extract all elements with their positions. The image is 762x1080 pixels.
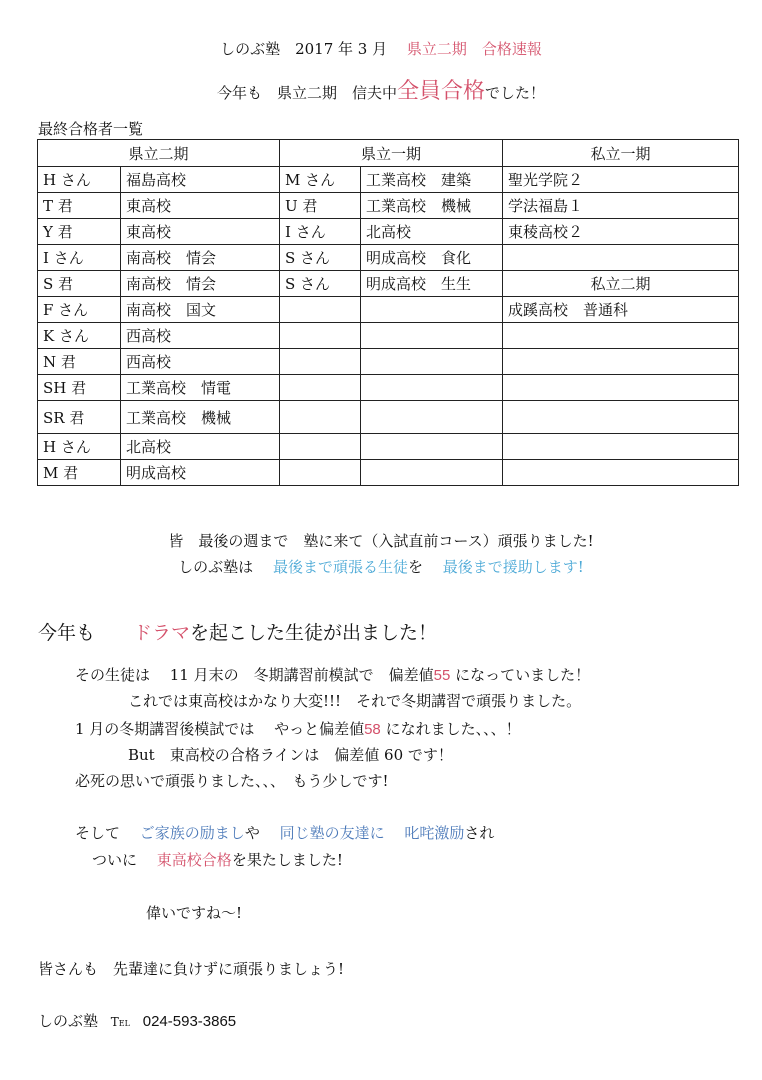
empty-cell	[503, 323, 739, 349]
table-row	[38, 193, 739, 219]
story-text: 1 月の冬期講習後模試では やっと偏差値	[75, 720, 365, 738]
school-cell: 工業高校 機械	[361, 193, 503, 219]
story-text: を果たしました!	[231, 851, 343, 869]
message-highlight-support: 最後まで援助します!	[442, 558, 584, 576]
name-cell: SH 君	[38, 375, 121, 401]
phone-number: 024-593-3865	[142, 1013, 237, 1030]
name-cell: F さん	[38, 297, 121, 323]
private-school-cell: 東稜高校２	[503, 219, 739, 245]
name-cell: S 君	[38, 271, 121, 297]
school-cell: 明成高校	[121, 460, 280, 486]
table-row	[38, 297, 739, 323]
empty-cell	[361, 460, 503, 486]
story-line-3	[75, 718, 521, 739]
empty-cell	[361, 323, 503, 349]
table-row	[38, 401, 739, 434]
empty-cell	[503, 245, 739, 271]
subtitle	[0, 74, 762, 105]
empty-cell	[280, 460, 361, 486]
name-cell: S さん	[280, 245, 361, 271]
list-title: 最終合格者一覧	[38, 120, 144, 138]
empty-cell	[361, 434, 503, 460]
empty-cell	[361, 297, 503, 323]
drama-heading	[38, 618, 437, 645]
drama-highlight: ドラマ	[133, 622, 191, 644]
story-text: になれました、、、！	[385, 720, 521, 738]
school-cell: 南高校 情会	[121, 245, 280, 271]
empty-cell	[361, 375, 503, 401]
empty-cell	[280, 349, 361, 375]
school-cell: 工業高校 情電	[121, 375, 280, 401]
empty-cell	[280, 434, 361, 460]
story-line-6	[75, 822, 494, 843]
table-header-row	[38, 140, 739, 167]
story-line-7	[92, 849, 343, 870]
score-58: 58	[364, 721, 381, 738]
story-text: や	[244, 824, 260, 842]
table-row	[38, 349, 739, 375]
results-table	[37, 139, 739, 486]
table-row	[38, 271, 739, 297]
school-cell: 北高校	[361, 219, 503, 245]
school-cell: 明成高校 食化	[361, 245, 503, 271]
header-private-1: 私立一期	[503, 140, 739, 167]
message-line-2	[0, 556, 762, 577]
header-prefectural-1: 県立一期	[280, 140, 503, 167]
score-55: 55	[433, 667, 451, 684]
empty-cell	[503, 401, 739, 434]
story-line-2: これでは東高校はかなり大変!!! それで冬期講習で頑張りました。	[128, 692, 582, 710]
title-highlight: 県立二期 合格速報	[406, 40, 542, 58]
drama-prefix: 今年も	[38, 622, 96, 644]
empty-cell	[280, 297, 361, 323]
story-line-8: 偉いですね～!	[146, 904, 243, 922]
header-private-2: 私立二期	[503, 271, 739, 297]
highlight-friends: 同じ塾の友達に	[279, 824, 385, 842]
story-line-4: But 東高校の合格ラインは 偏差値 60 です！	[128, 746, 453, 764]
highlight-family: ご家族の励まし	[139, 824, 245, 842]
closing-line: 皆さんも 先輩達に負けずに頑張りましょう!	[38, 960, 345, 978]
name-cell: K さん	[38, 323, 121, 349]
name-cell: M 君	[38, 460, 121, 486]
table-row	[38, 323, 739, 349]
story-text: そして	[75, 824, 121, 842]
story-line-5: 必死の思いで頑張りました、、、 もう少しです!	[75, 772, 389, 790]
story-text: ついに	[92, 851, 138, 869]
school-cell: 西高校	[121, 349, 280, 375]
table-row	[38, 219, 739, 245]
tel-label: Tel	[110, 1015, 130, 1029]
empty-cell	[361, 401, 503, 434]
subtitle-prefix: 今年も 県立二期 信夫中	[216, 84, 397, 102]
name-cell: S さん	[280, 271, 361, 297]
school-cell: 北高校	[121, 434, 280, 460]
name-cell: H さん	[38, 167, 121, 193]
table-row	[38, 375, 739, 401]
table-row	[38, 460, 739, 486]
header-prefectural-2: 県立二期	[38, 140, 280, 167]
story-text: され	[464, 824, 495, 842]
school-cell: 明成高校 生生	[361, 271, 503, 297]
subtitle-suffix: でした！	[485, 84, 546, 102]
name-cell: U 君	[280, 193, 361, 219]
name-cell: N 君	[38, 349, 121, 375]
story-line-1	[75, 664, 590, 685]
school-cell: 工業高校 機械	[121, 401, 280, 434]
message-particle: を	[407, 558, 423, 576]
empty-cell	[280, 375, 361, 401]
drama-suffix: を起こした生徒が出ました！	[190, 622, 438, 644]
school-cell: 東高校	[121, 219, 280, 245]
message-highlight-students: 最後まで頑張る生徒	[272, 558, 408, 576]
empty-cell	[503, 375, 739, 401]
footer-contact	[38, 1010, 236, 1031]
empty-cell	[280, 323, 361, 349]
empty-cell	[503, 434, 739, 460]
name-cell: T 君	[38, 193, 121, 219]
subtitle-highlight: 全員合格	[396, 79, 485, 104]
empty-cell	[503, 460, 739, 486]
name-cell: I さん	[280, 219, 361, 245]
empty-cell	[280, 401, 361, 434]
table-row	[38, 434, 739, 460]
title-main: しのぶ塾 2017 年 3 月	[220, 40, 388, 58]
story-text: その生徒は 11 月末の 冬期講習前模試で 偏差値	[75, 666, 434, 684]
private-school-cell: 聖光学院２	[503, 167, 739, 193]
name-cell: Y 君	[38, 219, 121, 245]
name-cell: SR 君	[38, 401, 121, 434]
table-row	[38, 167, 739, 193]
highlight-encouragement: 叱咤激励	[404, 824, 465, 842]
school-cell: 福島高校	[121, 167, 280, 193]
story-text: になっていました！	[455, 666, 591, 684]
school-cell: 南高校 国文	[121, 297, 280, 323]
private-school-cell: 学法福島１	[503, 193, 739, 219]
school-cell: 南高校 情会	[121, 271, 280, 297]
empty-cell	[503, 349, 739, 375]
school-cell: 工業高校 建築	[361, 167, 503, 193]
empty-cell	[361, 349, 503, 375]
name-cell: I さん	[38, 245, 121, 271]
highlight-pass: 東高校合格	[156, 851, 232, 869]
message-juku-name: しのぶ塾は	[178, 558, 254, 576]
name-cell: H さん	[38, 434, 121, 460]
private-school-cell: 成蹊高校 普通科	[503, 297, 739, 323]
footer-name: しのぶ塾	[38, 1012, 99, 1030]
school-cell: 西高校	[121, 323, 280, 349]
school-cell: 東高校	[121, 193, 280, 219]
table-row	[38, 245, 739, 271]
message-line-1: 皆 最後の週まで 塾に来て（入試直前コース）頑張りました!	[168, 532, 594, 550]
name-cell: M さん	[280, 167, 361, 193]
page-title	[0, 38, 762, 59]
